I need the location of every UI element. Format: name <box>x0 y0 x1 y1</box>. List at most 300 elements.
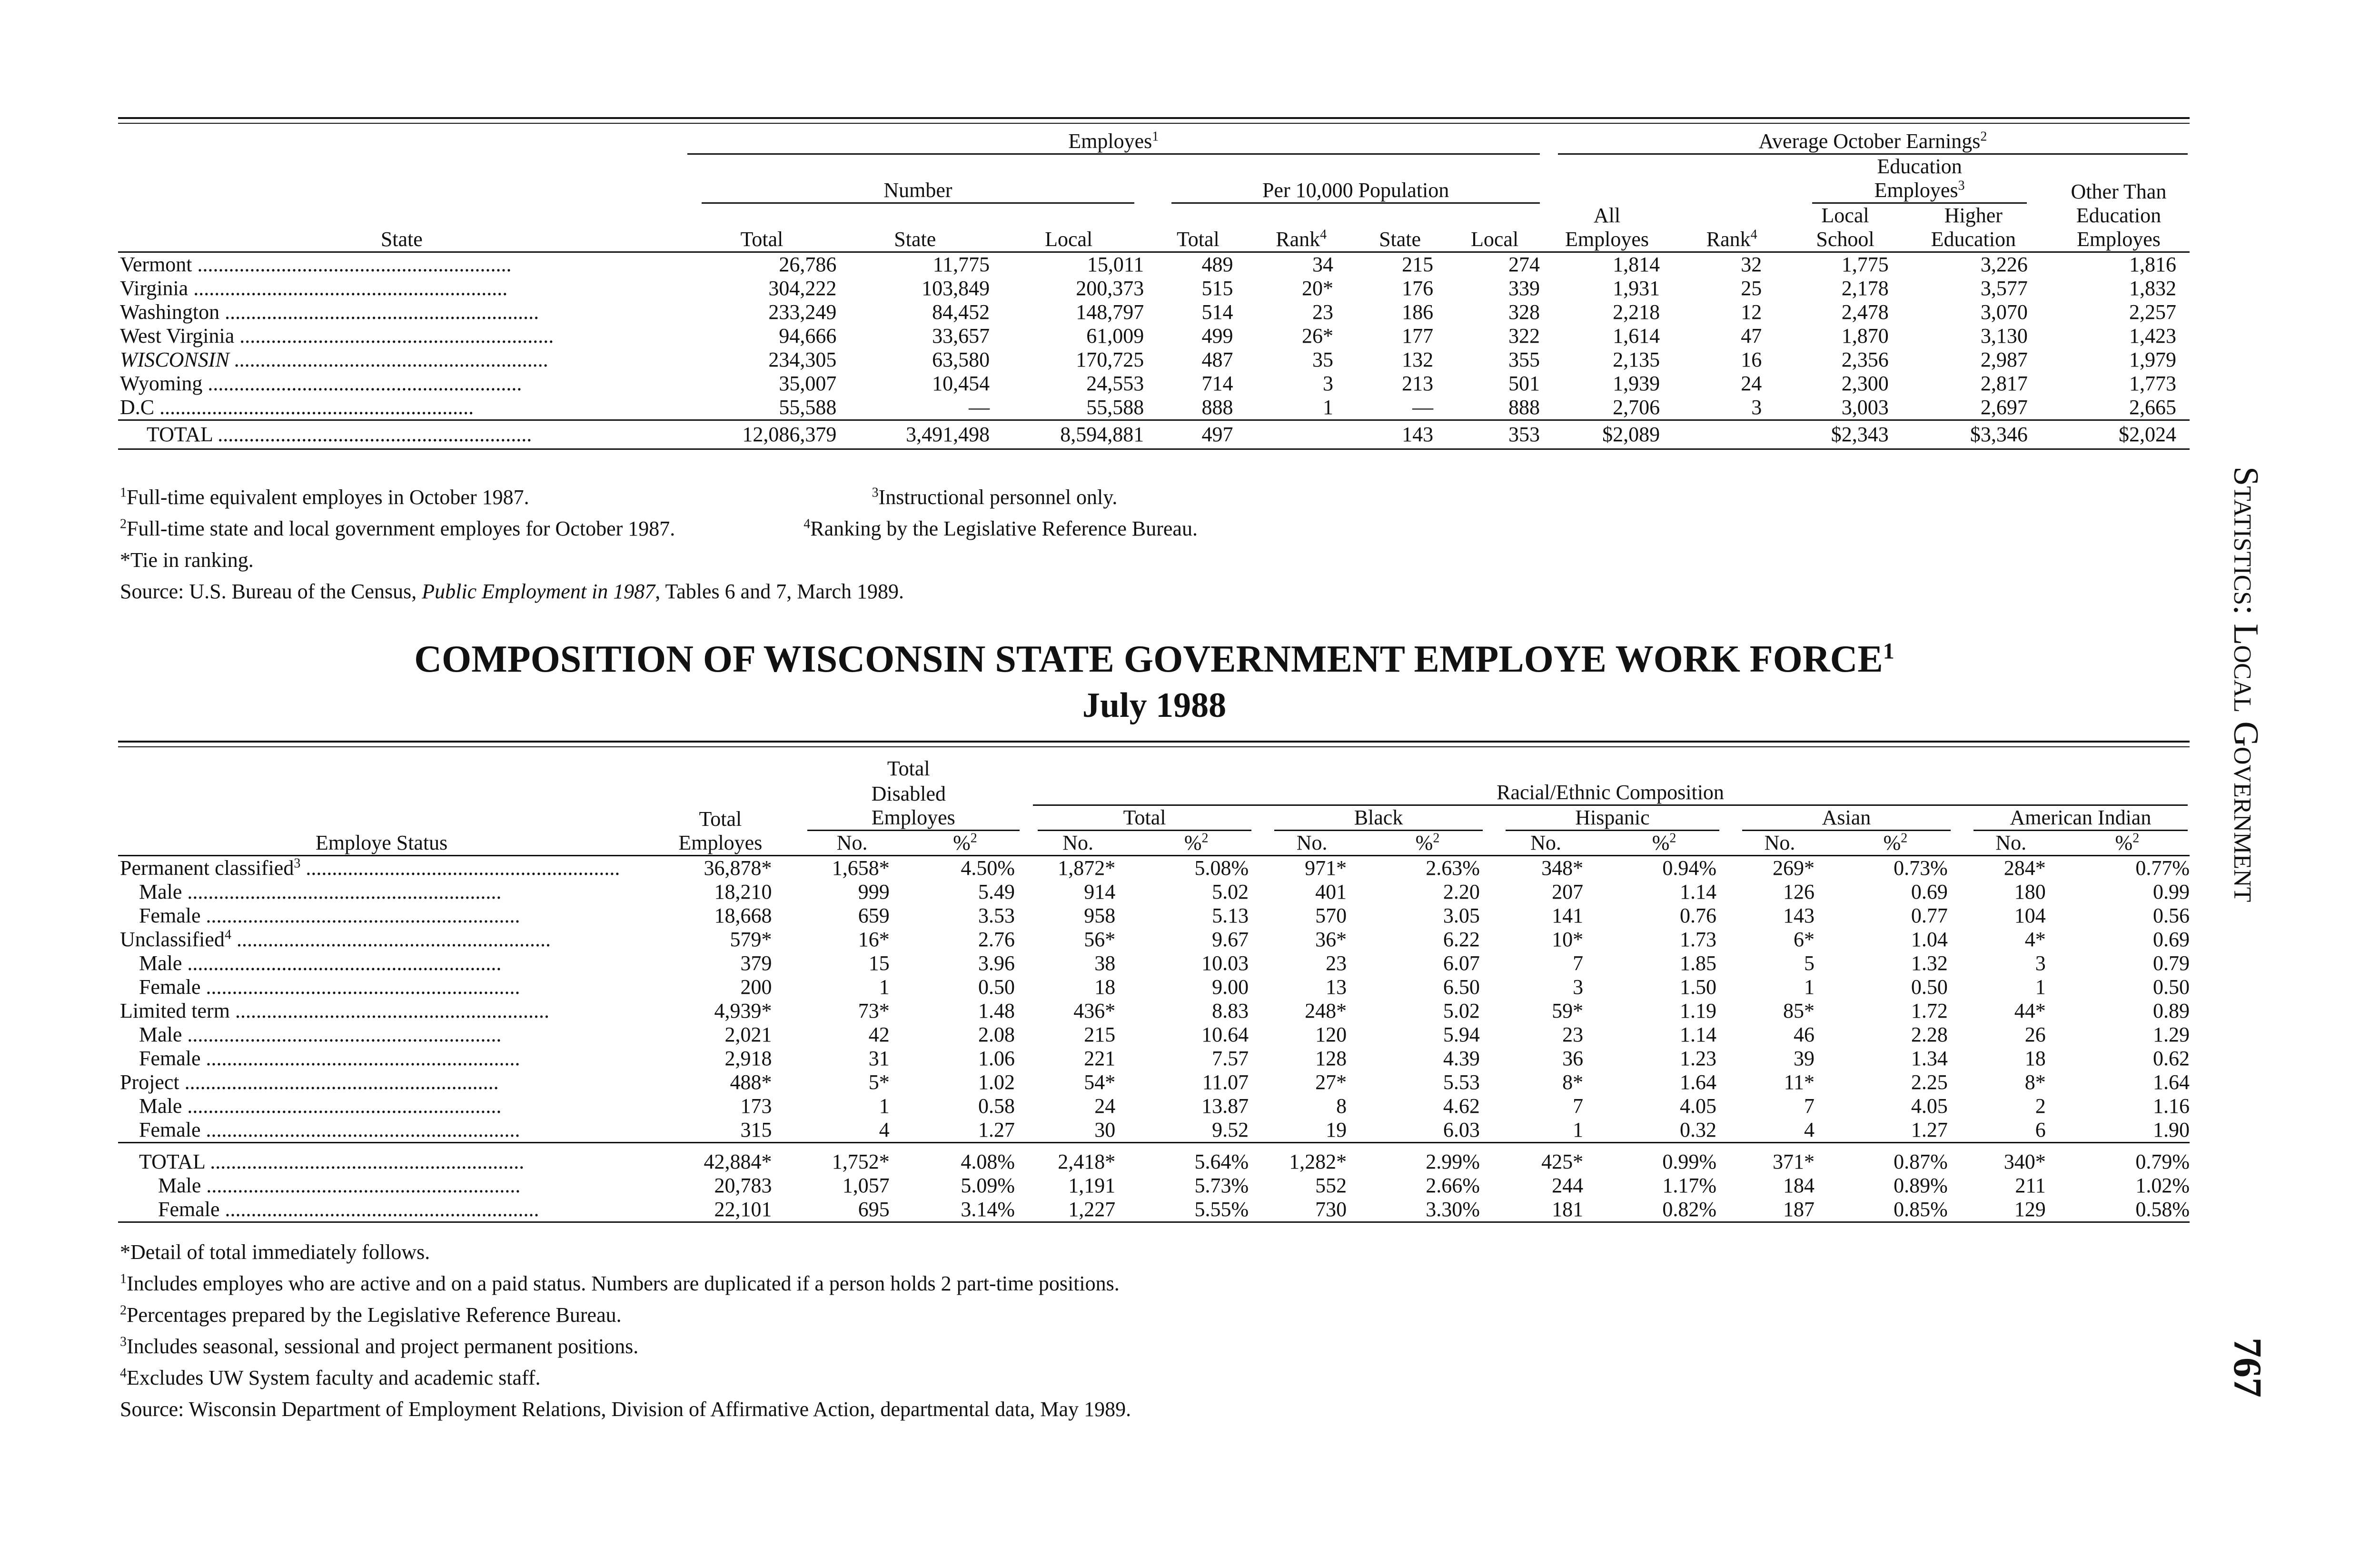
cell-ploc: 355 <box>1508 348 1540 371</box>
cell-tp: 9.00 <box>1212 975 1249 999</box>
cell-he: 2,817 <box>1980 372 2028 395</box>
cell-bp: 4.62 <box>1443 1094 1480 1118</box>
total-employes-line2: Employes <box>645 831 795 856</box>
note-tie: *Tie in ranking. <box>120 548 254 572</box>
cell-in: 180 <box>2014 880 2046 903</box>
cell-dn: 31 <box>868 1047 890 1070</box>
note-t2-source: Source: Wisconsin Department of Employment Relations, Division of Affirmative Action, departmental data, May 1989. <box>120 1397 1131 1421</box>
footnote-ref: 4 <box>224 928 231 942</box>
cell-ap: 0.89% <box>1894 1174 1948 1197</box>
group-racial: Racial/Ethnic Composition <box>1021 781 2190 806</box>
cell-hn: 425* <box>1489 1143 1602 1174</box>
cell-total: 22,101 <box>645 1198 795 1222</box>
table2-row <box>118 1118 2190 1143</box>
cell-total: 42,884* <box>645 1143 795 1174</box>
h-blk-pct: %$^2$ <box>1366 831 1489 856</box>
cell-an: 126 <box>1783 880 1815 903</box>
group-employes: Employes$^1$ <box>685 129 1542 155</box>
cell-ip: 1.64 <box>2153 1070 2190 1094</box>
cell-total: 94,666 <box>779 324 837 347</box>
cell-dp: 4.08% <box>909 1143 1021 1174</box>
cell-total: 2,918 <box>724 1047 772 1070</box>
table2-row <box>118 1023 2190 1047</box>
employe-status: Limited term ............................................................ <box>120 999 549 1022</box>
h-asn-pct: %$^2$ <box>1834 831 1957 856</box>
cell-bn: 128 <box>1315 1047 1347 1070</box>
cell-ptot: 499 <box>1201 324 1233 347</box>
cell-loc: 200,373 <box>1076 277 1144 300</box>
cell-hn: 59* <box>1552 999 1584 1022</box>
cell-hp: 1.50 <box>1680 975 1717 999</box>
cell-ap: 0.77 <box>1911 904 1948 927</box>
cell-tn: 1,227 <box>1021 1198 1134 1222</box>
higher-line1: Higher <box>1944 204 2003 227</box>
table1-row <box>118 372 2190 396</box>
cell-an: 1 <box>1804 975 1815 999</box>
cell-tn: 221 <box>1084 1047 1116 1070</box>
cell-pst: 213 <box>1402 372 1434 395</box>
col-state: State <box>118 228 685 252</box>
cell-total: 12,086,379 <box>685 420 839 449</box>
disabled-line3: Employes <box>796 806 1022 831</box>
cell-ip: 0.99 <box>2153 880 2190 903</box>
cell-ip: 0.50 <box>2153 975 2190 999</box>
table2-row <box>118 951 2190 975</box>
table1-row <box>118 348 2190 372</box>
cell-bp: 5.94 <box>1443 1023 1480 1046</box>
cell-dp: 5.09% <box>961 1174 1015 1197</box>
cell-rank2: 25 <box>1741 277 1762 300</box>
employe-status: Female ............................................................ <box>139 1047 520 1070</box>
page-title: COMPOSITION OF WISCONSIN STATE GOVERNMENT EMPLOYE WORK FORCE$^1$ <box>414 638 1894 680</box>
cell-dn: 1,057 <box>842 1174 890 1197</box>
cell-loc: 24,553 <box>1086 372 1144 395</box>
col-all-employes: Employes <box>1542 228 1672 252</box>
cell-bp: 6.03 <box>1366 1118 1489 1143</box>
cell-bn: 8 <box>1336 1094 1347 1118</box>
table1-row <box>118 277 2190 300</box>
state-name: TOTAL ............................................................ <box>118 420 685 449</box>
sub-other-line1: Other Than <box>2071 180 2167 203</box>
cell-bp: 6.22 <box>1443 928 1480 951</box>
h-ind-no: No. <box>1957 831 2065 856</box>
cell-dp: 2.08 <box>978 1023 1015 1046</box>
cell-pst: 215 <box>1402 253 1434 276</box>
cell-ploc: 339 <box>1508 277 1540 300</box>
cell-ptot: 514 <box>1201 300 1233 324</box>
cell-ls: 2,478 <box>1841 300 1889 324</box>
cell-total: 26,786 <box>779 253 837 276</box>
cell-an: 269* <box>1772 856 1815 880</box>
table2-top-rule <box>118 741 2190 743</box>
cell-ap: 2.28 <box>1911 1023 1948 1046</box>
cell-ip: 0.77% <box>2135 856 2190 880</box>
disabled-line1: Total <box>887 757 930 780</box>
col-local-school: School <box>1791 228 1899 252</box>
cell-ip: 0.69 <box>2153 928 2190 951</box>
cell-dn: 15 <box>868 951 890 975</box>
h-ind-pct: %$^2$ <box>2065 831 2190 856</box>
table1-notes <box>120 482 1198 607</box>
cell-ploc: 274 <box>1508 253 1540 276</box>
cell-he: 3,130 <box>1980 324 2028 347</box>
cell-tp: 10.03 <box>1201 951 1249 975</box>
cell-all: 2,218 <box>1613 300 1660 324</box>
cell-dp: 4.50% <box>961 856 1015 880</box>
cell-hp: 1.14 <box>1680 880 1717 903</box>
cell-tn: 914 <box>1084 880 1116 903</box>
cell-tp: 11.07 <box>1202 1070 1249 1094</box>
col-rank2: Rank$^4$ <box>1672 228 1791 252</box>
cell-dn: 999 <box>858 880 890 903</box>
cell-total: 18,668 <box>714 904 772 927</box>
cell-total: 2,021 <box>724 1023 772 1046</box>
employe-status: Female ............................................................ <box>139 975 520 999</box>
employe-status: Permanent classified$^3$ ............................................................ <box>120 856 620 880</box>
cell-hp: 0.76 <box>1680 904 1717 927</box>
cell-hp: 0.94% <box>1662 856 1717 880</box>
cell-in: 211 <box>2015 1174 2046 1197</box>
cell-rank2: 47 <box>1741 324 1762 347</box>
cell-ap: 1.34 <box>1911 1047 1948 1070</box>
cell-dp: 1.06 <box>978 1047 1015 1070</box>
cell-hn: 207 <box>1552 880 1584 903</box>
cell-tp: 13.87 <box>1201 1094 1249 1118</box>
employe-status: Female ............................................................ <box>118 1198 645 1222</box>
note-t2-4: $^4$Excludes UW System faculty and academic staff. <box>120 1366 541 1389</box>
state-name: Washington ............................................................ <box>120 300 539 324</box>
cell-dn: 4 <box>796 1118 909 1143</box>
cell-tn: 436* <box>1073 999 1116 1022</box>
cell-all: 1,614 <box>1613 324 1660 347</box>
cell-hn: 23 <box>1562 1023 1584 1046</box>
cell-ip: 1.02% <box>2135 1174 2190 1197</box>
cell-oth: $2,024 <box>2048 420 2190 449</box>
cell-hp: 0.82% <box>1602 1198 1726 1222</box>
cell-dp: 5.49 <box>978 880 1015 903</box>
cell-ls: 2,178 <box>1841 277 1889 300</box>
cell-ls: 1,775 <box>1841 253 1889 276</box>
cell-pst: 143 <box>1352 420 1448 449</box>
cell-dp: 1.02 <box>978 1070 1015 1094</box>
cell-bp: 5.02 <box>1443 999 1480 1022</box>
cell-ptot: 515 <box>1201 277 1233 300</box>
cell-bn: 1,282* <box>1258 1143 1366 1174</box>
cell-oth: 1,979 <box>2129 348 2176 371</box>
cell-ap: 0.85% <box>1834 1198 1957 1222</box>
h-dis-pct: %$^2$ <box>909 831 1021 856</box>
cell-in: 104 <box>2014 904 2046 927</box>
h-asn-no: No. <box>1726 831 1834 856</box>
cell-in: 8* <box>2024 1070 2046 1094</box>
cell-pst: 186 <box>1402 300 1434 324</box>
cell-ploc: 888 <box>1448 396 1542 420</box>
cell-tp: 5.55% <box>1134 1198 1258 1222</box>
cell-ip: 1.16 <box>2153 1094 2190 1118</box>
state-name: D.C ............................................................ <box>118 396 685 420</box>
cell-total: 4,939* <box>714 999 772 1022</box>
cell-dn: 1,658* <box>832 856 890 880</box>
cell-oth: 2,665 <box>2048 396 2190 420</box>
table2-row <box>118 1070 2190 1094</box>
cell-loc: 61,009 <box>1086 324 1144 347</box>
table2-notes <box>120 1237 1131 1425</box>
cell-hn: 141 <box>1552 904 1584 927</box>
cell-all: 1,939 <box>1613 372 1660 395</box>
cell-ip: 0.62 <box>2153 1047 2190 1070</box>
group-hispanic: Hispanic <box>1489 806 1726 831</box>
cell-bn: 36* <box>1315 928 1347 951</box>
cell-dp: 0.50 <box>978 975 1015 999</box>
cell-in: 6 <box>1957 1118 2065 1143</box>
total-employes-line1: Total <box>699 807 742 831</box>
cell-an: 5 <box>1804 951 1815 975</box>
cell-in: 340* <box>1957 1143 2065 1174</box>
cell-total: 315 <box>645 1118 795 1143</box>
cell-he: 2,697 <box>1899 396 2048 420</box>
cell-total: 234,305 <box>768 348 837 371</box>
cell-an: 4 <box>1726 1118 1834 1143</box>
cell-oth: 1,773 <box>2129 372 2176 395</box>
cell-oth: 1,423 <box>2129 324 2176 347</box>
table1-top-rule <box>118 117 2190 119</box>
cell-tn: 56* <box>1084 928 1116 951</box>
state-name: West Virginia ............................................................ <box>120 324 554 347</box>
cell-dp: 3.53 <box>978 904 1015 927</box>
table2-top-rule-thin <box>118 746 2190 747</box>
cell-rank: 20* <box>1301 277 1333 300</box>
cell-total: 35,007 <box>779 372 837 395</box>
cell-all: 1,931 <box>1613 277 1660 300</box>
col-state-num: State <box>838 228 992 252</box>
cell-bn: 23 <box>1326 951 1347 975</box>
col-rank: Rank$^4$ <box>1250 228 1352 252</box>
col-total: Total <box>685 228 839 252</box>
cell-dp: 3.96 <box>978 951 1015 975</box>
col-per-total: Total <box>1146 228 1250 252</box>
cell-ip: 0.56 <box>2153 904 2190 927</box>
cell-ap: 0.69 <box>1911 880 1948 903</box>
cell-bn: 401 <box>1315 880 1347 903</box>
h-his-no: No. <box>1489 831 1602 856</box>
cell-hn: 244 <box>1552 1174 1584 1197</box>
state-name: Vermont ............................................................ <box>120 253 512 276</box>
col-employe-status: Employe Status <box>118 831 645 856</box>
cell-hp: 0.32 <box>1602 1118 1726 1143</box>
state-employment-table <box>118 129 2190 450</box>
cell-tp: 8.83 <box>1212 999 1249 1022</box>
cell-rank: 3 <box>1322 372 1333 395</box>
table1-top-rule-thin <box>118 123 2190 124</box>
footnote-ref: 3 <box>294 856 301 871</box>
cell-hn: 348* <box>1541 856 1584 880</box>
cell-rank: 26* <box>1301 324 1333 347</box>
cell-tn: 30 <box>1021 1118 1134 1143</box>
table1-total-row <box>118 420 2190 449</box>
cell-rank: 23 <box>1312 300 1333 324</box>
cell-ap: 1.27 <box>1834 1118 1957 1143</box>
cell-pst: 132 <box>1402 348 1434 371</box>
cell-st: 10,454 <box>932 372 990 395</box>
cell-bp: 5.53 <box>1443 1070 1480 1094</box>
h-his-pct: %$^2$ <box>1602 831 1726 856</box>
cell-total: 233,249 <box>768 300 837 324</box>
sub-education-line1: Education <box>1877 155 1962 178</box>
cell-ptot: 497 <box>1146 420 1250 449</box>
running-head: Statistics: Local Government <box>2226 466 2265 902</box>
state-name: WISCONSIN ............................................................ <box>120 348 549 371</box>
cell-in: 284* <box>2003 856 2046 880</box>
cell-bp: 3.05 <box>1443 904 1480 927</box>
cell-in: 2 <box>2035 1094 2046 1118</box>
cell-bp: 2.66% <box>1426 1174 1480 1197</box>
cell-ip: 0.89 <box>2153 999 2190 1022</box>
cell-ip: 0.79% <box>2065 1143 2190 1174</box>
table2-row <box>118 1047 2190 1070</box>
cell-ap: 0.87% <box>1834 1143 1957 1174</box>
table1-row <box>118 396 2190 420</box>
cell-dn: 1,752* <box>796 1143 909 1174</box>
cell-hp: 1.64 <box>1680 1070 1717 1094</box>
cell-ploc: 328 <box>1508 300 1540 324</box>
cell-ls: 3,003 <box>1791 396 1899 420</box>
cell-bn: 552 <box>1315 1174 1347 1197</box>
cell-ap: 1.04 <box>1911 928 1948 951</box>
cell-in: 129 <box>1957 1198 2065 1222</box>
cell-tp: 5.02 <box>1212 880 1249 903</box>
cell-tp: 5.13 <box>1212 904 1249 927</box>
cell-ap: 2.25 <box>1911 1070 1948 1094</box>
cell-tn: 54* <box>1084 1070 1116 1094</box>
local-line1: Local <box>1821 204 1869 227</box>
cell-ap: 4.05 <box>1911 1094 1948 1118</box>
cell-rank2: 3 <box>1672 396 1791 420</box>
workforce-composition-table <box>118 757 2190 1223</box>
cell-st: — <box>838 396 992 420</box>
cell-hp: 1.23 <box>1680 1047 1717 1070</box>
cell-st: 103,849 <box>922 277 990 300</box>
cell-tn: 1,872* <box>1058 856 1116 880</box>
group-black: Black <box>1258 806 1489 831</box>
table2-row <box>118 856 2190 881</box>
cell-hp: 1.85 <box>1680 951 1717 975</box>
cell-an: 11* <box>1784 1070 1815 1094</box>
col-per-local: Local <box>1448 228 1542 252</box>
note-source: Source: U.S. Bureau of the Census, Public Employment in 1987, Tables 6 and 7, March 1989. <box>120 580 904 603</box>
table2-row <box>118 928 2190 951</box>
cell-loc: 170,725 <box>1076 348 1144 371</box>
table2-row <box>118 975 2190 999</box>
cell-bn: 19 <box>1258 1118 1366 1143</box>
cell-bp: 2.63% <box>1426 856 1480 880</box>
cell-in: 3 <box>2035 951 2046 975</box>
disabled-line2: Disabled <box>871 782 946 805</box>
cell-rank2: 32 <box>1741 253 1762 276</box>
cell-ap: 0.50 <box>1911 975 1948 999</box>
cell-ip: 0.79 <box>2153 951 2190 975</box>
cell-dn: 42 <box>868 1023 890 1046</box>
table1-row <box>118 252 2190 277</box>
cell-total: 579* <box>730 928 772 951</box>
cell-st: 3,491,498 <box>838 420 992 449</box>
group-asian: Asian <box>1726 806 1957 831</box>
cell-ploc: 353 <box>1448 420 1542 449</box>
cell-total: 18,210 <box>714 880 772 903</box>
cell-ptot: 489 <box>1201 253 1233 276</box>
cell-bn: 13 <box>1326 975 1347 999</box>
cell-tp: 9.67 <box>1212 928 1249 951</box>
cell-st: 33,657 <box>932 324 990 347</box>
cell-hn: 8* <box>1562 1070 1584 1094</box>
cell-tp: 10.64 <box>1201 1023 1249 1046</box>
cell-hp: 1.14 <box>1680 1023 1717 1046</box>
cell-all: $2,089 <box>1542 420 1672 449</box>
cell-hp: 1.73 <box>1680 928 1717 951</box>
cell-an: 187 <box>1726 1198 1834 1222</box>
cell-hn: 7 <box>1573 951 1584 975</box>
cell-ip: 1.29 <box>2153 1023 2190 1046</box>
table2-row <box>118 999 2190 1023</box>
employe-status: Male ............................................................ <box>139 951 502 975</box>
cell-in: 4* <box>2024 928 2046 951</box>
state-name: Wyoming ............................................................ <box>120 372 522 395</box>
cell-rank2: 12 <box>1741 300 1762 324</box>
cell-ip: 0.58% <box>2065 1198 2190 1222</box>
cell-an: 7 <box>1804 1094 1815 1118</box>
cell-hp: 0.99% <box>1602 1143 1726 1174</box>
employe-status: Unclassified$^4$ ............................................................ <box>120 928 551 951</box>
cell-st: 84,452 <box>932 300 990 324</box>
cell-bp: 2.99% <box>1366 1143 1489 1174</box>
cell-bp: 4.39 <box>1443 1047 1480 1070</box>
note-t2-2: $^2$Percentages prepared by the Legislative Reference Bureau. <box>120 1303 622 1327</box>
note-1: $^1$Full-time equivalent employes in October 1987. $^3$Instructional personnel only. <box>120 485 1118 509</box>
cell-loc: 15,011 <box>1087 253 1144 276</box>
cell-tp: 7.57 <box>1212 1047 1249 1070</box>
cell-tp: 5.08% <box>1194 856 1249 880</box>
cell-dp: 2.76 <box>978 928 1015 951</box>
cell-all: 2,706 <box>1542 396 1672 420</box>
cell-rank2: 16 <box>1741 348 1762 371</box>
employe-status: Project ............................................................ <box>120 1070 499 1094</box>
cell-all: 2,135 <box>1613 348 1660 371</box>
cell-ls: 1,870 <box>1841 324 1889 347</box>
cell-bn: 971* <box>1305 856 1347 880</box>
cell-dn: 73* <box>858 999 890 1022</box>
cell-ptot: 714 <box>1201 372 1233 395</box>
cell-all: 1,814 <box>1613 253 1660 276</box>
page-number: 767 <box>2225 1338 2270 1397</box>
cell-total: 20,783 <box>714 1174 772 1197</box>
cell-loc: 148,797 <box>1076 300 1144 324</box>
cell-ptot: 487 <box>1201 348 1233 371</box>
h-tot-pct: %$^2$ <box>1134 831 1258 856</box>
employe-status: Male ............................................................ <box>158 1174 521 1197</box>
cell-hn: 10* <box>1552 928 1584 951</box>
cell-tn: 24 <box>1094 1094 1116 1118</box>
cell-bn: 27* <box>1315 1070 1347 1094</box>
cell-total: 488* <box>730 1070 772 1094</box>
cell-dn: 695 <box>796 1198 909 1222</box>
note-t2-3: $^3$Includes seasonal, sessional and project permanent positions. <box>120 1334 639 1358</box>
group-total: Total <box>1021 806 1258 831</box>
cell-ap: 1.32 <box>1911 951 1948 975</box>
sub-education-line2: Employes$^3$ <box>1791 178 2048 204</box>
cell-pst: — <box>1352 396 1448 420</box>
cell-total: 55,588 <box>685 396 839 420</box>
sub-per10k: Per 10,000 Population <box>1146 178 1542 204</box>
cell-tp: 9.52 <box>1134 1118 1258 1143</box>
